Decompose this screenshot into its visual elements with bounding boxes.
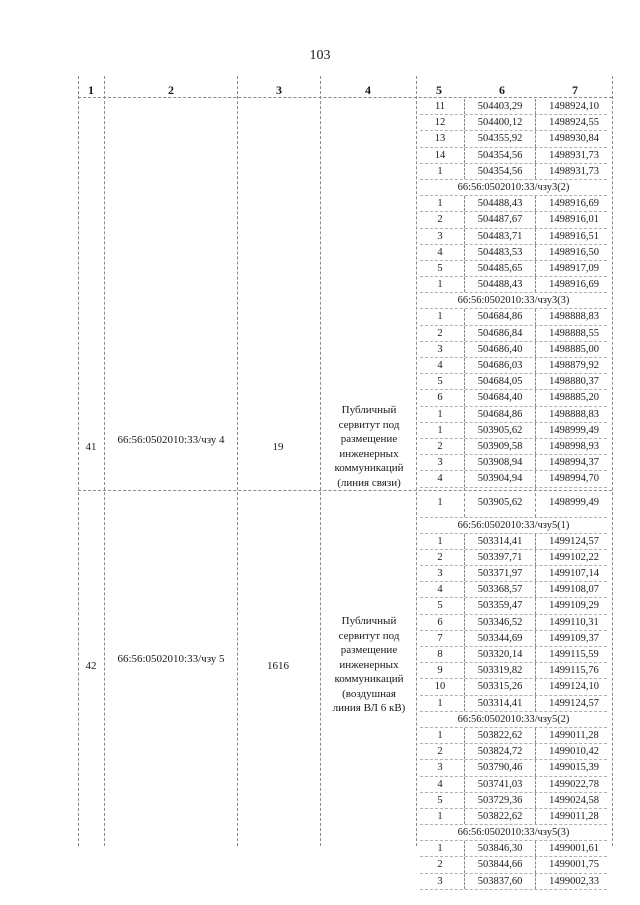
point-number: 2 bbox=[437, 327, 443, 339]
coordinate-row bbox=[420, 455, 607, 471]
coordinate-row bbox=[420, 326, 607, 342]
point-number: 2 bbox=[437, 859, 443, 871]
coordinate-row bbox=[420, 471, 607, 487]
purpose-line: сервитут под bbox=[338, 418, 400, 431]
coordinate-row bbox=[420, 744, 607, 760]
coordinate-y: 1499011,28 bbox=[549, 729, 599, 741]
coordinate-x: 504403,29 bbox=[464, 99, 536, 114]
coordinate-x: 503790,46 bbox=[464, 760, 536, 775]
coordinate-x: 503344,69 bbox=[464, 631, 536, 646]
col-header-6: 6 bbox=[499, 83, 505, 97]
coordinate-x: 503822,62 bbox=[464, 728, 536, 743]
coordinate-y: 1498916,51 bbox=[549, 230, 599, 242]
coordinate-y: 1498917,09 bbox=[549, 262, 599, 274]
coordinate-row bbox=[420, 857, 607, 873]
point-number: 2 bbox=[437, 440, 443, 452]
point-number: 1 bbox=[437, 535, 443, 547]
point-number: 1 bbox=[437, 408, 443, 420]
point-number: 3 bbox=[437, 230, 443, 242]
purpose-line: размещение bbox=[340, 433, 398, 445]
area-value: 19 bbox=[272, 441, 284, 453]
coordinate-x: 503822,62 bbox=[464, 809, 536, 824]
point-number: 6 bbox=[437, 392, 443, 404]
purpose-line: сервитут под bbox=[338, 629, 400, 642]
coordinate-x: 504354,56 bbox=[464, 164, 536, 179]
point-number: 12 bbox=[434, 117, 446, 129]
point-number: 4 bbox=[437, 584, 443, 596]
coordinate-x: 503837,60 bbox=[464, 874, 536, 889]
point-number: 1 bbox=[437, 729, 443, 741]
coordinate-x: 504487,67 bbox=[464, 212, 536, 227]
coordinate-row bbox=[420, 488, 607, 518]
coordinate-row bbox=[420, 309, 607, 325]
coordinate-row bbox=[420, 566, 607, 582]
coordinate-x: 503844,66 bbox=[464, 857, 536, 872]
coordinate-row bbox=[420, 390, 607, 406]
coordinate-row bbox=[420, 631, 607, 647]
coordinate-row bbox=[420, 841, 607, 857]
col-header-5: 5 bbox=[436, 83, 442, 97]
point-number: 3 bbox=[437, 875, 443, 887]
coordinate-y: 1499109,29 bbox=[549, 600, 599, 612]
purpose-line: линия ВЛ 6 кВ) bbox=[332, 702, 406, 714]
point-number: 1 bbox=[437, 424, 443, 436]
coordinate-y: 1499109,37 bbox=[549, 632, 599, 644]
coordinate-x: 503904,94 bbox=[464, 471, 536, 486]
point-number: 3 bbox=[437, 568, 443, 580]
coordinate-row bbox=[420, 615, 607, 631]
col-header-3: 3 bbox=[276, 83, 282, 97]
coordinate-row bbox=[420, 261, 607, 277]
point-number: 1 bbox=[437, 496, 443, 508]
coordinate-row bbox=[420, 696, 607, 712]
col-header-2: 2 bbox=[168, 83, 174, 97]
coordinate-row bbox=[420, 196, 607, 212]
coordinate-x: 503315,26 bbox=[464, 679, 536, 694]
coordinate-y: 1498916,01 bbox=[549, 214, 599, 226]
coordinate-y: 1499001,75 bbox=[549, 859, 599, 871]
purpose-line: (воздушная bbox=[342, 687, 396, 700]
coordinate-y: 1498885,00 bbox=[549, 343, 599, 355]
col-header-1: 1 bbox=[88, 83, 94, 97]
coordinate-row bbox=[420, 358, 607, 374]
zone-section-label: 66:56:0502010:33/чзу3(3) bbox=[420, 293, 607, 309]
coordinate-y: 1498999,49 bbox=[549, 496, 599, 508]
coordinate-row bbox=[420, 439, 607, 455]
coordinate-y: 1498916,50 bbox=[549, 246, 599, 258]
point-number: 2 bbox=[437, 746, 443, 758]
coordinate-x: 504483,53 bbox=[464, 245, 536, 260]
point-number: 1 bbox=[437, 810, 443, 822]
coordinate-y: 1498930,84 bbox=[549, 133, 599, 145]
point-number: 4 bbox=[437, 778, 443, 790]
purpose-line: инженерных bbox=[339, 658, 399, 671]
coordinate-x: 504483,71 bbox=[464, 229, 536, 244]
coordinate-x: 504684,86 bbox=[464, 309, 536, 324]
coordinate-y: 1498924,55 bbox=[549, 117, 599, 129]
coordinate-y: 1498880,37 bbox=[549, 376, 599, 388]
coordinate-x: 503320,14 bbox=[464, 647, 536, 662]
zone-section-label: 66:56:0502010:33/чзу5(1) bbox=[420, 518, 607, 534]
point-number: 14 bbox=[434, 149, 446, 161]
coordinate-y: 1498994,37 bbox=[549, 457, 599, 469]
zone-section-label: 66:56:0502010:33/чзу5(3) bbox=[420, 825, 607, 841]
coordinate-row bbox=[420, 277, 607, 293]
coordinate-x: 503314,41 bbox=[464, 534, 536, 549]
point-number: 4 bbox=[437, 360, 443, 371]
point-number: 1 bbox=[437, 843, 443, 855]
purpose-text bbox=[324, 403, 414, 490]
coordinate-y: 1498888,83 bbox=[549, 311, 599, 323]
coordinate-row bbox=[420, 99, 607, 115]
zone-section-label: 66:56:0502010:33/чзу5(2) bbox=[420, 712, 607, 728]
cadastral-number: 66:56:0502010:33/чзу 5 bbox=[117, 653, 225, 665]
coordinate-x: 503905,62 bbox=[464, 488, 536, 517]
purpose-line: коммуникаций bbox=[334, 462, 404, 474]
coordinate-x: 504355,92 bbox=[464, 131, 536, 146]
cadastral-number: 66:56:0502010:33/чзу 4 bbox=[117, 434, 225, 446]
coordinate-row bbox=[420, 423, 607, 439]
point-number: 1 bbox=[437, 697, 443, 709]
coordinate-row bbox=[420, 809, 607, 825]
coordinate-row bbox=[420, 131, 607, 147]
coordinate-y: 1498931,73 bbox=[549, 165, 599, 177]
coordinate-y: 1498888,83 bbox=[549, 408, 599, 420]
point-number: 6 bbox=[437, 616, 443, 628]
coordinate-y: 1498885,20 bbox=[549, 392, 599, 404]
coordinate-x: 503314,41 bbox=[464, 696, 536, 711]
coordinate-y: 1499002,33 bbox=[549, 875, 599, 887]
coordinate-x: 503346,52 bbox=[464, 615, 536, 630]
coordinate-x: 503319,82 bbox=[464, 663, 536, 678]
purpose-line: Публичный bbox=[341, 615, 397, 627]
coordinate-row bbox=[420, 164, 607, 180]
point-number: 3 bbox=[437, 343, 443, 355]
coordinate-x: 503905,62 bbox=[464, 423, 536, 438]
coordinate-y: 1498994,70 bbox=[549, 473, 599, 485]
coordinate-x: 504684,05 bbox=[464, 374, 536, 389]
purpose-line: Публичный bbox=[341, 404, 397, 416]
coordinate-row bbox=[420, 115, 607, 131]
purpose-line: (линия связи) bbox=[337, 476, 401, 489]
coordinate-y: 1498888,55 bbox=[549, 327, 599, 339]
point-number: 4 bbox=[437, 473, 443, 485]
coordinate-y: 1499124,57 bbox=[549, 697, 599, 709]
coordinate-x: 503846,30 bbox=[464, 841, 536, 856]
coordinate-x: 504488,43 bbox=[464, 196, 536, 211]
coordinate-y: 1499024,58 bbox=[549, 794, 599, 806]
point-number: 5 bbox=[437, 794, 443, 806]
coordinate-row bbox=[420, 229, 607, 245]
point-number: 1 bbox=[437, 311, 443, 323]
purpose-line: размещение bbox=[340, 644, 398, 656]
point-number: 2 bbox=[437, 214, 443, 226]
point-number: 10 bbox=[434, 681, 446, 693]
coordinate-x: 503824,72 bbox=[464, 744, 536, 759]
coordinate-x: 504686,03 bbox=[464, 358, 536, 373]
coordinate-row bbox=[420, 148, 607, 164]
purpose-text bbox=[324, 614, 414, 716]
coordinate-row bbox=[420, 245, 607, 261]
coordinate-row bbox=[420, 407, 607, 423]
coordinate-y: 1499011,28 bbox=[549, 810, 599, 822]
coordinate-row bbox=[420, 550, 607, 566]
point-number: 11 bbox=[434, 101, 446, 112]
coordinate-y: 1499124,57 bbox=[549, 535, 599, 547]
point-number: 1 bbox=[437, 279, 443, 291]
coordinate-y: 1498931,73 bbox=[549, 149, 599, 161]
coordinate-row bbox=[420, 598, 607, 614]
coordinate-y: 1499022,78 bbox=[549, 778, 599, 790]
coordinate-y: 1498916,69 bbox=[549, 198, 599, 210]
coordinate-row bbox=[420, 534, 607, 550]
point-number: 4 bbox=[437, 246, 443, 258]
page-number: 103 bbox=[309, 48, 331, 63]
coordinate-x: 503368,57 bbox=[464, 582, 536, 597]
col-header-4: 4 bbox=[365, 83, 371, 97]
row-number: 41 bbox=[85, 441, 97, 453]
coordinate-x: 504400,12 bbox=[464, 115, 536, 130]
coordinate-y: 1499107,14 bbox=[549, 568, 599, 580]
coordinate-y: 1498879,92 bbox=[549, 360, 599, 371]
zone-section-label: 66:56:0502010:33/чзу3(2) bbox=[420, 180, 607, 196]
coordinate-row bbox=[420, 212, 607, 228]
coordinate-y: 1499108,07 bbox=[549, 584, 599, 596]
coordinate-x: 503909,58 bbox=[464, 439, 536, 454]
col-header-7: 7 bbox=[572, 83, 578, 97]
point-number: 1 bbox=[437, 198, 443, 210]
coordinate-y: 1498916,69 bbox=[549, 279, 599, 291]
point-number: 3 bbox=[437, 762, 443, 774]
coordinate-x: 503729,36 bbox=[464, 793, 536, 808]
coordinate-x: 503908,94 bbox=[464, 455, 536, 470]
coordinate-y: 1499110,31 bbox=[549, 616, 599, 628]
coordinate-y: 1498998,93 bbox=[549, 440, 599, 452]
coordinate-row bbox=[420, 663, 607, 679]
coordinate-x: 504684,86 bbox=[464, 407, 536, 422]
point-number: 2 bbox=[437, 551, 443, 563]
coordinate-y: 1499010,42 bbox=[549, 746, 599, 758]
point-number: 3 bbox=[437, 457, 443, 469]
coordinate-x: 504686,40 bbox=[464, 342, 536, 357]
purpose-line: коммуникаций bbox=[334, 673, 404, 685]
coordinate-x: 504485,65 bbox=[464, 261, 536, 276]
coordinate-x: 504684,40 bbox=[464, 390, 536, 405]
coordinate-x: 503741,03 bbox=[464, 777, 536, 792]
point-number: 8 bbox=[437, 649, 443, 660]
coordinate-row bbox=[420, 679, 607, 695]
area-value: 1616 bbox=[267, 660, 289, 672]
coordinate-row bbox=[420, 647, 607, 663]
coordinate-y: 1499115,76 bbox=[549, 665, 599, 677]
point-number: 5 bbox=[437, 376, 443, 388]
coordinate-x: 504354,56 bbox=[464, 148, 536, 163]
coordinate-row bbox=[420, 793, 607, 809]
coordinate-y: 1499115,59 bbox=[549, 649, 599, 660]
point-number: 9 bbox=[437, 665, 443, 677]
coordinate-x: 504488,43 bbox=[464, 277, 536, 292]
point-number: 1 bbox=[437, 165, 443, 177]
purpose-line: инженерных bbox=[339, 447, 399, 460]
coordinate-row bbox=[420, 582, 607, 598]
coordinate-y: 1498924,10 bbox=[549, 101, 599, 112]
coordinate-y: 1499015,39 bbox=[549, 762, 599, 774]
coordinate-row bbox=[420, 760, 607, 776]
coordinates-list bbox=[420, 99, 607, 890]
coordinate-y: 1499102,22 bbox=[549, 551, 599, 563]
coordinate-x: 503371,97 bbox=[464, 566, 536, 581]
row-number: 42 bbox=[85, 660, 97, 672]
point-number: 7 bbox=[437, 632, 443, 644]
coordinate-row bbox=[420, 728, 607, 744]
coordinate-row bbox=[420, 777, 607, 793]
point-number: 13 bbox=[434, 133, 446, 145]
coordinate-x: 503397,71 bbox=[464, 550, 536, 565]
coordinate-row bbox=[420, 342, 607, 358]
coordinate-x: 504686,84 bbox=[464, 326, 536, 341]
coordinate-row bbox=[420, 874, 607, 890]
coordinate-x: 503359,47 bbox=[464, 598, 536, 613]
point-number: 5 bbox=[437, 262, 443, 274]
point-number: 5 bbox=[437, 600, 443, 612]
coordinate-row bbox=[420, 374, 607, 390]
coordinate-y: 1499124,10 bbox=[549, 681, 599, 693]
coordinate-y: 1498999,49 bbox=[549, 424, 599, 436]
coordinate-y: 1499001,61 bbox=[549, 843, 599, 855]
